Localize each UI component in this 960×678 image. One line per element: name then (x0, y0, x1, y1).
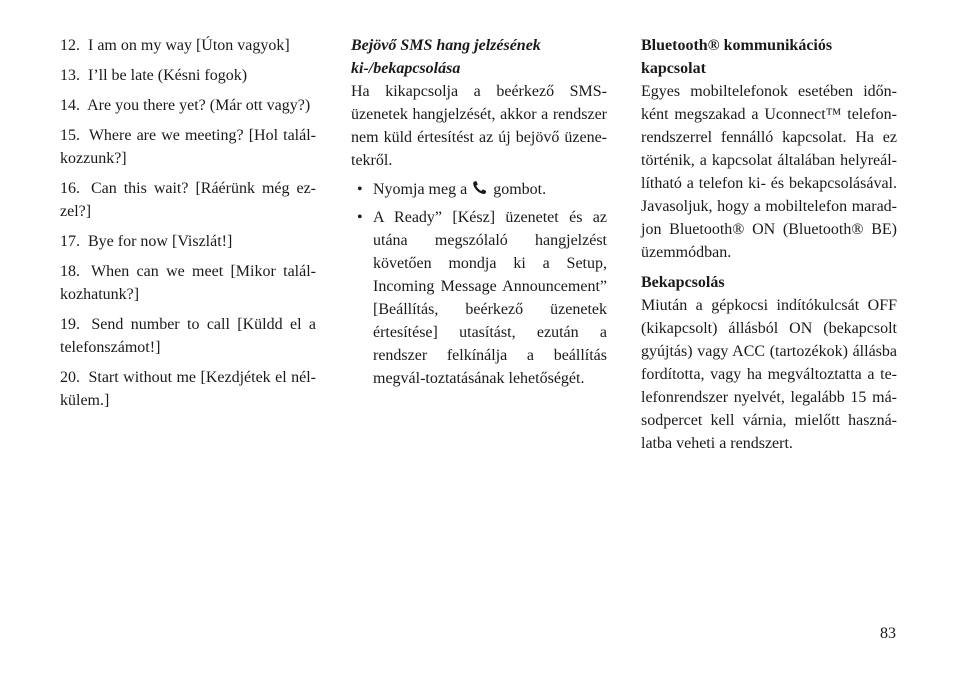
item-number: 14. (60, 97, 80, 114)
item-text: I’ll be late (Késni fogok) (88, 67, 248, 84)
list-item (60, 260, 316, 306)
item-text: Where are we meeting? [Hol talál-kozzunk?] (60, 127, 317, 167)
item-number: 12. (60, 37, 80, 54)
item-text: Bye for now [Viszlát!] (88, 233, 233, 250)
item-number: 17. (60, 233, 80, 250)
item-number: 18. (60, 263, 80, 280)
bullet-dot: • (357, 209, 363, 226)
list-item (60, 64, 316, 87)
item-text: Start without me [Kezdjétek el nél-külem.] (60, 369, 317, 409)
item-text: I am on my way [Úton vagyok] (88, 37, 290, 54)
item-text: When can we meet [Mikor talál-kozhatunk?] (60, 263, 316, 303)
sms-sound-subheading-line2: ki-/bekapcsolása (351, 60, 461, 77)
bullet-text-before: Nyomja meg a (373, 181, 468, 198)
item-number: 13. (60, 67, 80, 84)
list-item (60, 94, 316, 117)
bluetooth-paragraph: Egyes mobiltelefonok esetében időn-ként megszakad a Uconnect™ telefon-rendszerrel fennálló kapcsolat. Ha ez történik, a kapcsolat általában helyreál-lítható a telefon ki- és bekapcsolásával. Javasoljuk, hogy a mobiltelefon marad-jon Bluetooth® ON (Bluetooth® BE) üzemmódban. (641, 83, 897, 261)
page-number: 83 (880, 625, 896, 642)
list-item (60, 177, 316, 223)
bluetooth-heading-line2: kapcsolat (641, 60, 706, 77)
item-number: 16. (60, 180, 80, 197)
list-item (60, 124, 316, 170)
phone-icon (471, 180, 489, 196)
bullet-text: A Ready” [Kész] üzenetet és az utána megszólaló hangjelzést követően mondja ki a Setup, Incoming Message Announcement” [Beállítás, beérkező üzenetek értesítése] utasítást, ezután a rendszer felkínálja a beállítás megvál-toztatásának lehetőségét. (373, 209, 607, 387)
list-item (60, 366, 316, 412)
bullet-item (351, 206, 607, 390)
item-text: Send number to call [Küldd el a telefonszámot!] (60, 316, 317, 356)
bekapcsolas-paragraph: Miután a gépkocsi indítókulcsát OFF (kikapcsolt) állásból ON (bekapcsolt gyújtás) vagy ACC (tartozékok) állásba fordította, vagy ha megváltoztatta a te-lefonrendszer nyelvét, legalább 15 má-sodpercet kell várnia, mielőtt haszná-latba veheti a rendszert. (641, 297, 897, 452)
list-item (60, 34, 316, 57)
item-number: 19. (60, 316, 80, 333)
list-item (60, 230, 316, 253)
bullet-dot: • (357, 181, 363, 198)
bullet-text-after: gombot. (493, 181, 547, 198)
item-text: Are you there yet? (Már ott vagy?) (87, 97, 311, 114)
item-text: Can this wait? [Ráérünk még ez-zel?] (60, 180, 317, 220)
item-number: 20. (60, 369, 80, 386)
right-column (641, 34, 897, 462)
left-column (60, 34, 316, 419)
list-item (60, 313, 316, 359)
middle-column (351, 34, 607, 395)
bekapcsolas-heading: Bekapcsolás (641, 274, 725, 291)
item-number: 15. (60, 127, 80, 144)
bluetooth-heading-line1: Bluetooth® kommunikációs (641, 37, 833, 54)
bullet-item (351, 178, 607, 201)
sms-sound-subheading-line1: Bejövő SMS hang jelzésének (351, 37, 541, 54)
sms-sound-intro: Ha kikapcsolja a beérkező SMS-üzenetek hangjelzését, akkor a rendszer nem küld értesítést az új bejövő üzene-tekről. (351, 83, 607, 169)
